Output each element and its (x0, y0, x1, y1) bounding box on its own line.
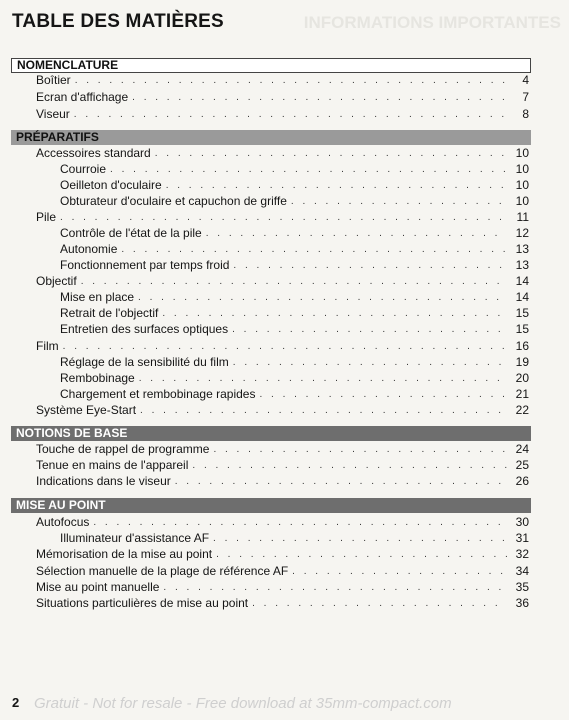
toc-entry-label: Mise en place (60, 290, 135, 304)
toc-entry-page: 7 (522, 90, 529, 104)
toc-entry-label: Film (36, 339, 59, 353)
toc-entry-page: 14 (515, 274, 529, 288)
toc-entry-label: Situations particulières de mise au point (36, 596, 249, 610)
dot-leader (155, 147, 507, 161)
toc-subentry[interactable] (60, 530, 529, 546)
toc-entry-label: Oeilleton d'oculaire (60, 178, 162, 192)
toc-subentry[interactable] (60, 225, 529, 241)
dot-leader (166, 179, 507, 193)
toc-entry-page: 13 (515, 258, 529, 272)
toc-entry-page: 35 (515, 580, 529, 594)
toc-entry-label: Rembobinage (60, 371, 135, 385)
toc-entry-page: 22 (515, 403, 529, 417)
toc-entry[interactable] (36, 402, 529, 418)
dot-leader (140, 404, 507, 418)
toc-entry-page: 10 (515, 146, 529, 160)
toc-entry-page: 4 (522, 73, 529, 87)
toc-subentry[interactable] (60, 193, 529, 209)
toc-entry[interactable] (36, 457, 529, 473)
toc-subentry[interactable] (60, 305, 529, 321)
dot-leader (291, 195, 507, 209)
toc-entry-page: 31 (515, 531, 529, 545)
toc-subentry[interactable] (60, 386, 529, 402)
toc-entry-label: Pile (36, 210, 57, 224)
watermark: Gratuit - Not for resale - Free download at 35mm-compact.com (34, 695, 452, 712)
toc-entry-page: 8 (522, 107, 529, 121)
toc-entry[interactable] (36, 546, 529, 562)
toc-entry[interactable] (36, 473, 529, 489)
page-number: 2 (12, 695, 20, 710)
toc-entry-page: 32 (515, 547, 529, 561)
dot-leader (139, 372, 507, 386)
toc-entry-label: Tenue en mains de l'appareil (36, 458, 189, 472)
dot-leader (216, 548, 507, 562)
dot-leader (63, 340, 507, 354)
page-title: TABLE DES MATIÈRES (12, 11, 224, 32)
dot-leader (233, 356, 507, 370)
toc-entry-label: Courroie (60, 162, 107, 176)
dot-leader (138, 291, 507, 305)
toc-entry-page: 30 (515, 515, 529, 529)
toc-entry-label: Entretien des surfaces optiques (60, 322, 229, 336)
toc-entry[interactable] (36, 579, 529, 595)
dot-leader (132, 91, 507, 105)
toc-entry-label: Illuminateur d'assistance AF (60, 531, 210, 545)
section-header-notions-de-base: NOTIONS DE BASE (11, 426, 531, 441)
toc-subentry[interactable] (60, 289, 529, 305)
toc-entry-page: 25 (515, 458, 529, 472)
dot-leader (233, 259, 507, 273)
toc-entry-label: Boîtier (36, 73, 71, 87)
toc-subentry[interactable] (60, 177, 529, 193)
toc-entry-page: 10 (515, 162, 529, 176)
dot-leader (252, 597, 507, 611)
toc-entry-page: 10 (515, 178, 529, 192)
toc-entry-label: Mémorisation de la mise au point (36, 547, 213, 561)
toc-entry-label: Sélection manuelle de la plage de référence AF (36, 564, 289, 578)
toc-entry-page: 12 (515, 226, 529, 240)
dot-leader (175, 475, 507, 489)
toc-entry[interactable] (36, 209, 529, 225)
dot-leader (259, 388, 507, 402)
toc-entry[interactable] (36, 441, 529, 457)
toc-entry-page: 26 (515, 474, 529, 488)
toc-entry[interactable] (36, 514, 529, 530)
toc-subentry[interactable] (60, 321, 529, 337)
toc-entry-label: Accessoires standard (36, 146, 151, 160)
toc-subentry[interactable] (60, 161, 529, 177)
dot-leader (60, 211, 507, 225)
toc-entry-label: Obturateur d'oculaire et capuchon de griffe (60, 194, 287, 208)
dot-leader (292, 565, 507, 579)
toc-entry-label: Système Eye-Start (36, 403, 137, 417)
section-header-nomenclature: NOMENCLATURE (11, 58, 531, 73)
toc-entry-page: 11 (516, 210, 529, 224)
toc-entry-page: 34 (515, 564, 529, 578)
toc-entry-label: Fonctionnement par temps froid (60, 258, 230, 272)
toc-subentry[interactable] (60, 257, 529, 273)
show-through-text: INFORMATIONS IMPORTANTES (303, 13, 561, 32)
section-header-mise-au-point: MISE AU POINT (11, 498, 531, 513)
toc-entry-label: Autofocus (36, 515, 90, 529)
toc-entry-label: Mise au point manuelle (36, 580, 160, 594)
dot-leader (232, 323, 507, 337)
toc-entry-label: Retrait de l'objectif (60, 306, 159, 320)
toc-entry-page: 21 (515, 387, 529, 401)
toc-entry[interactable] (36, 72, 529, 88)
toc-entry[interactable] (36, 89, 529, 105)
toc-entry[interactable] (36, 563, 529, 579)
dot-leader (163, 581, 507, 595)
dot-leader (162, 307, 507, 321)
toc-entry-label: Contrôle de l'état de la pile (60, 226, 202, 240)
toc-entry-label: Réglage de la sensibilité du film (60, 355, 229, 369)
toc-entry-page: 15 (515, 306, 529, 320)
toc-subentry[interactable] (60, 354, 529, 370)
toc-entry-label: Autonomie (60, 242, 118, 256)
toc-entry-page: 16 (515, 339, 529, 353)
toc-entry-label: Chargement et rembobinage rapides (60, 387, 256, 401)
toc-entry[interactable] (36, 106, 529, 122)
toc-entry[interactable] (36, 338, 529, 354)
toc-entry[interactable] (36, 595, 529, 611)
toc-entry-label: Ecran d'affichage (36, 90, 129, 104)
toc-entry-page: 24 (515, 442, 529, 456)
toc-entry-page: 19 (515, 355, 529, 369)
toc-entry-label: Objectif (36, 274, 77, 288)
toc-entry-page: 10 (515, 194, 529, 208)
toc-subentry[interactable] (60, 241, 529, 257)
toc-entry-label: Touche de rappel de programme (36, 442, 210, 456)
dot-leader (213, 443, 507, 457)
toc-entry-page: 20 (515, 371, 529, 385)
toc-entry[interactable] (36, 273, 529, 289)
dot-leader (121, 243, 507, 257)
dot-leader (192, 459, 507, 473)
toc-entry-page: 15 (515, 322, 529, 336)
section-header-preparatifs: PRÉPARATIFS (11, 130, 531, 145)
toc-entry-page: 14 (515, 290, 529, 304)
dot-leader (81, 275, 507, 289)
dot-leader (206, 227, 507, 241)
dot-leader (93, 516, 507, 530)
dot-leader (74, 108, 507, 122)
dot-leader (213, 532, 507, 546)
toc-entry[interactable] (36, 145, 529, 161)
dot-leader (110, 163, 507, 177)
toc-entry-page: 13 (515, 242, 529, 256)
toc-subentry[interactable] (60, 370, 529, 386)
dot-leader (75, 74, 507, 88)
toc-entry-label: Viseur (36, 107, 70, 121)
toc-entry-label: Indications dans le viseur (36, 474, 171, 488)
toc-entry-page: 36 (515, 596, 529, 610)
